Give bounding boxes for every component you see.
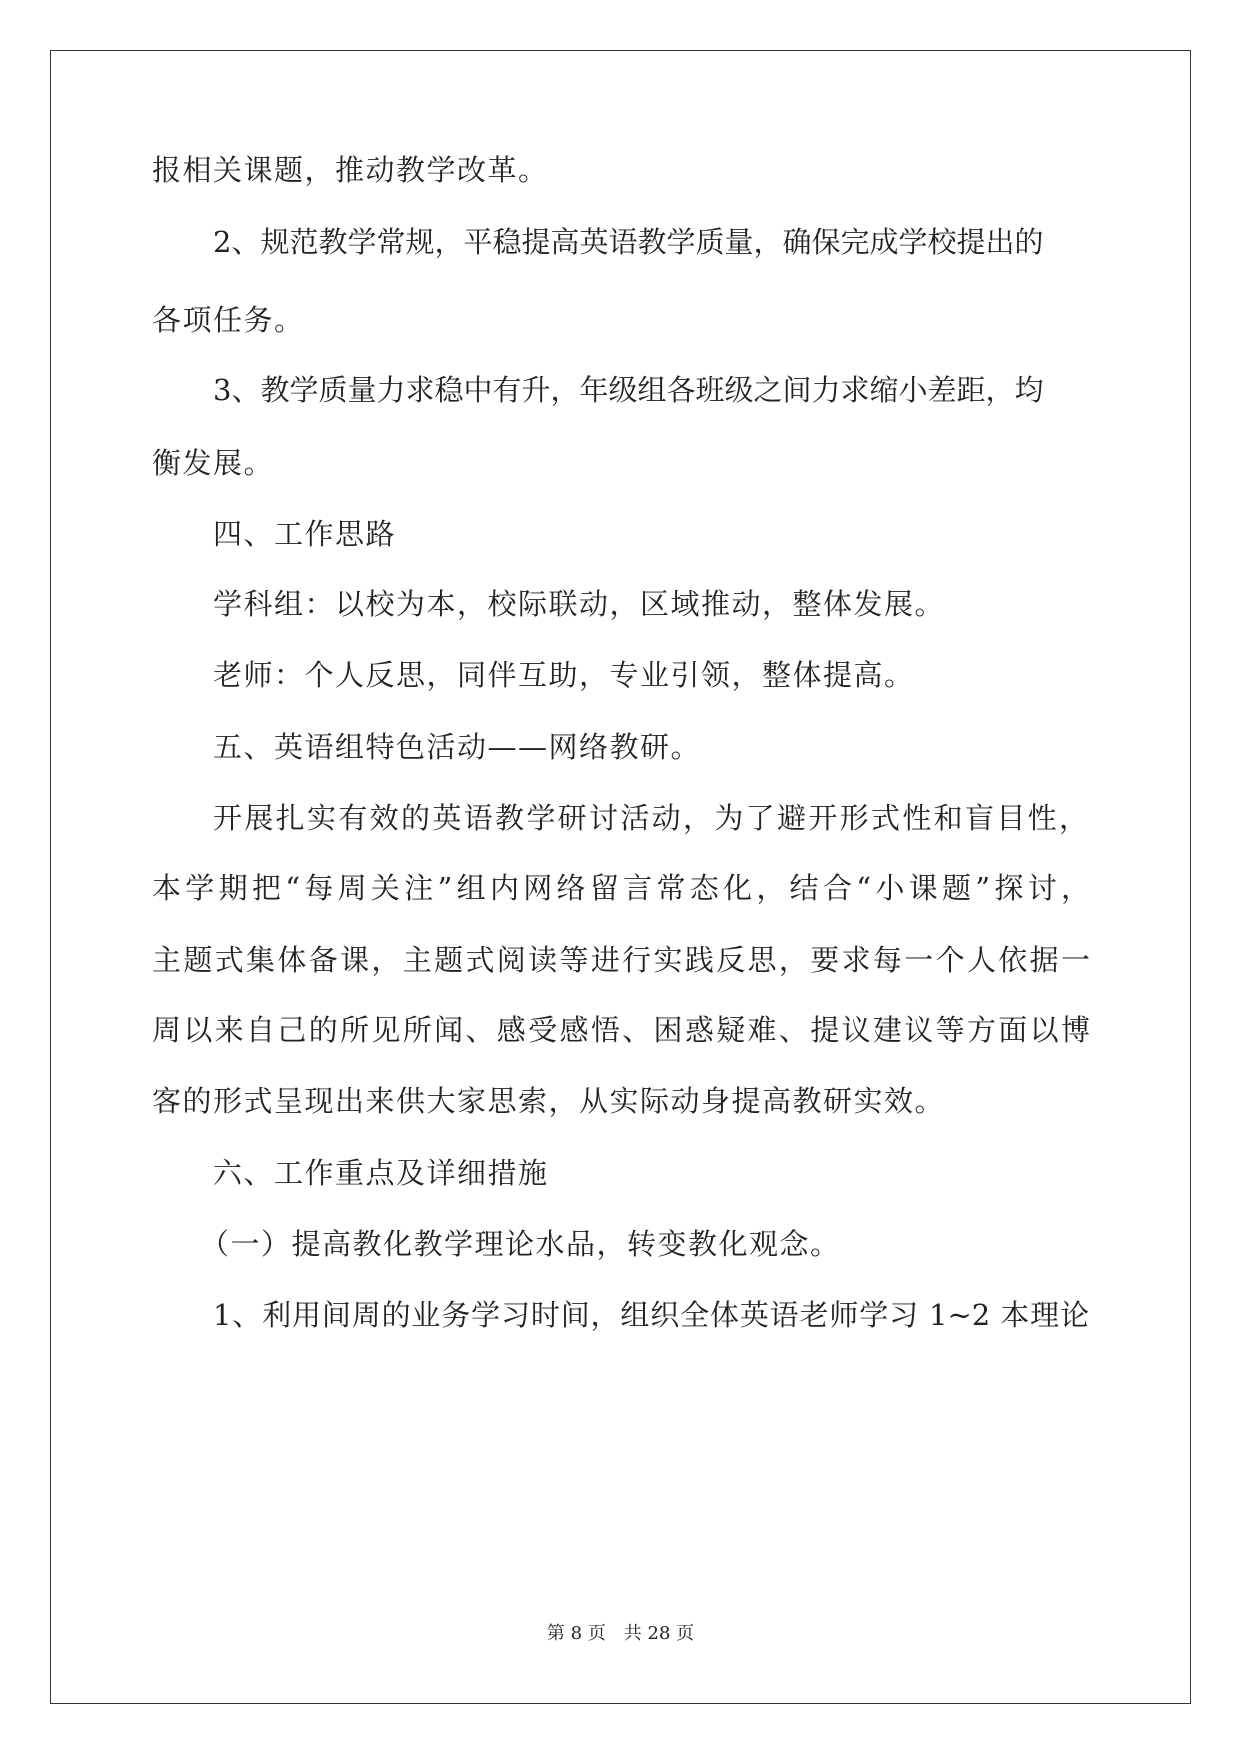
text-line: 周以来自己的所见所闻、感受感悟、困惑疑难、提议建议等方面以博	[152, 1013, 1090, 1047]
text-line: 各项任务。	[152, 303, 305, 337]
text-line: 主题式集体备课，主题式阅读等进行实践反思，要求每一个人依据一	[152, 943, 1090, 977]
page-number-footer: 第 8 页 共 28 页	[546, 1623, 695, 1644]
text-line: 1、利用间周的业务学习时间，组织全体英语老师学习 1~2 本理论	[213, 1298, 1089, 1332]
section-heading: 六、工作重点及详细措施	[213, 1156, 549, 1190]
section-heading: 五、英语组特色活动——网络教研。	[213, 730, 702, 764]
section-heading: 四、工作思路	[213, 517, 397, 551]
text-line: 3、教学质量力求稳中有升，年级组各班级之间力求缩小差距，均	[213, 373, 1044, 407]
text-line: 衡发展。	[152, 446, 275, 480]
subsection-heading: （一）提高教化教学理论水品，转变教化观念。	[200, 1227, 841, 1261]
text-line: 开展扎实有效的英语教学研讨活动，为了避开形式性和盲目性，	[213, 801, 1088, 835]
text-line: 2、规范教学常规，平稳提高英语教学质量，确保完成学校提出的	[213, 225, 1044, 259]
text-line: 报相关课题，推动教学改革。	[152, 153, 549, 187]
text-line: 本学期把“每周关注”组内网络留言常态化，结合“小课题”探讨，	[152, 871, 1090, 905]
text-line: 客的形式呈现出来供大家思索，从实际动身提高教研实效。	[152, 1084, 946, 1118]
text-line: 学科组：以校为本，校际联动，区域推动，整体发展。	[213, 587, 946, 621]
text-line: 老师：个人反思，同伴互助，专业引领，整体提高。	[213, 658, 915, 692]
